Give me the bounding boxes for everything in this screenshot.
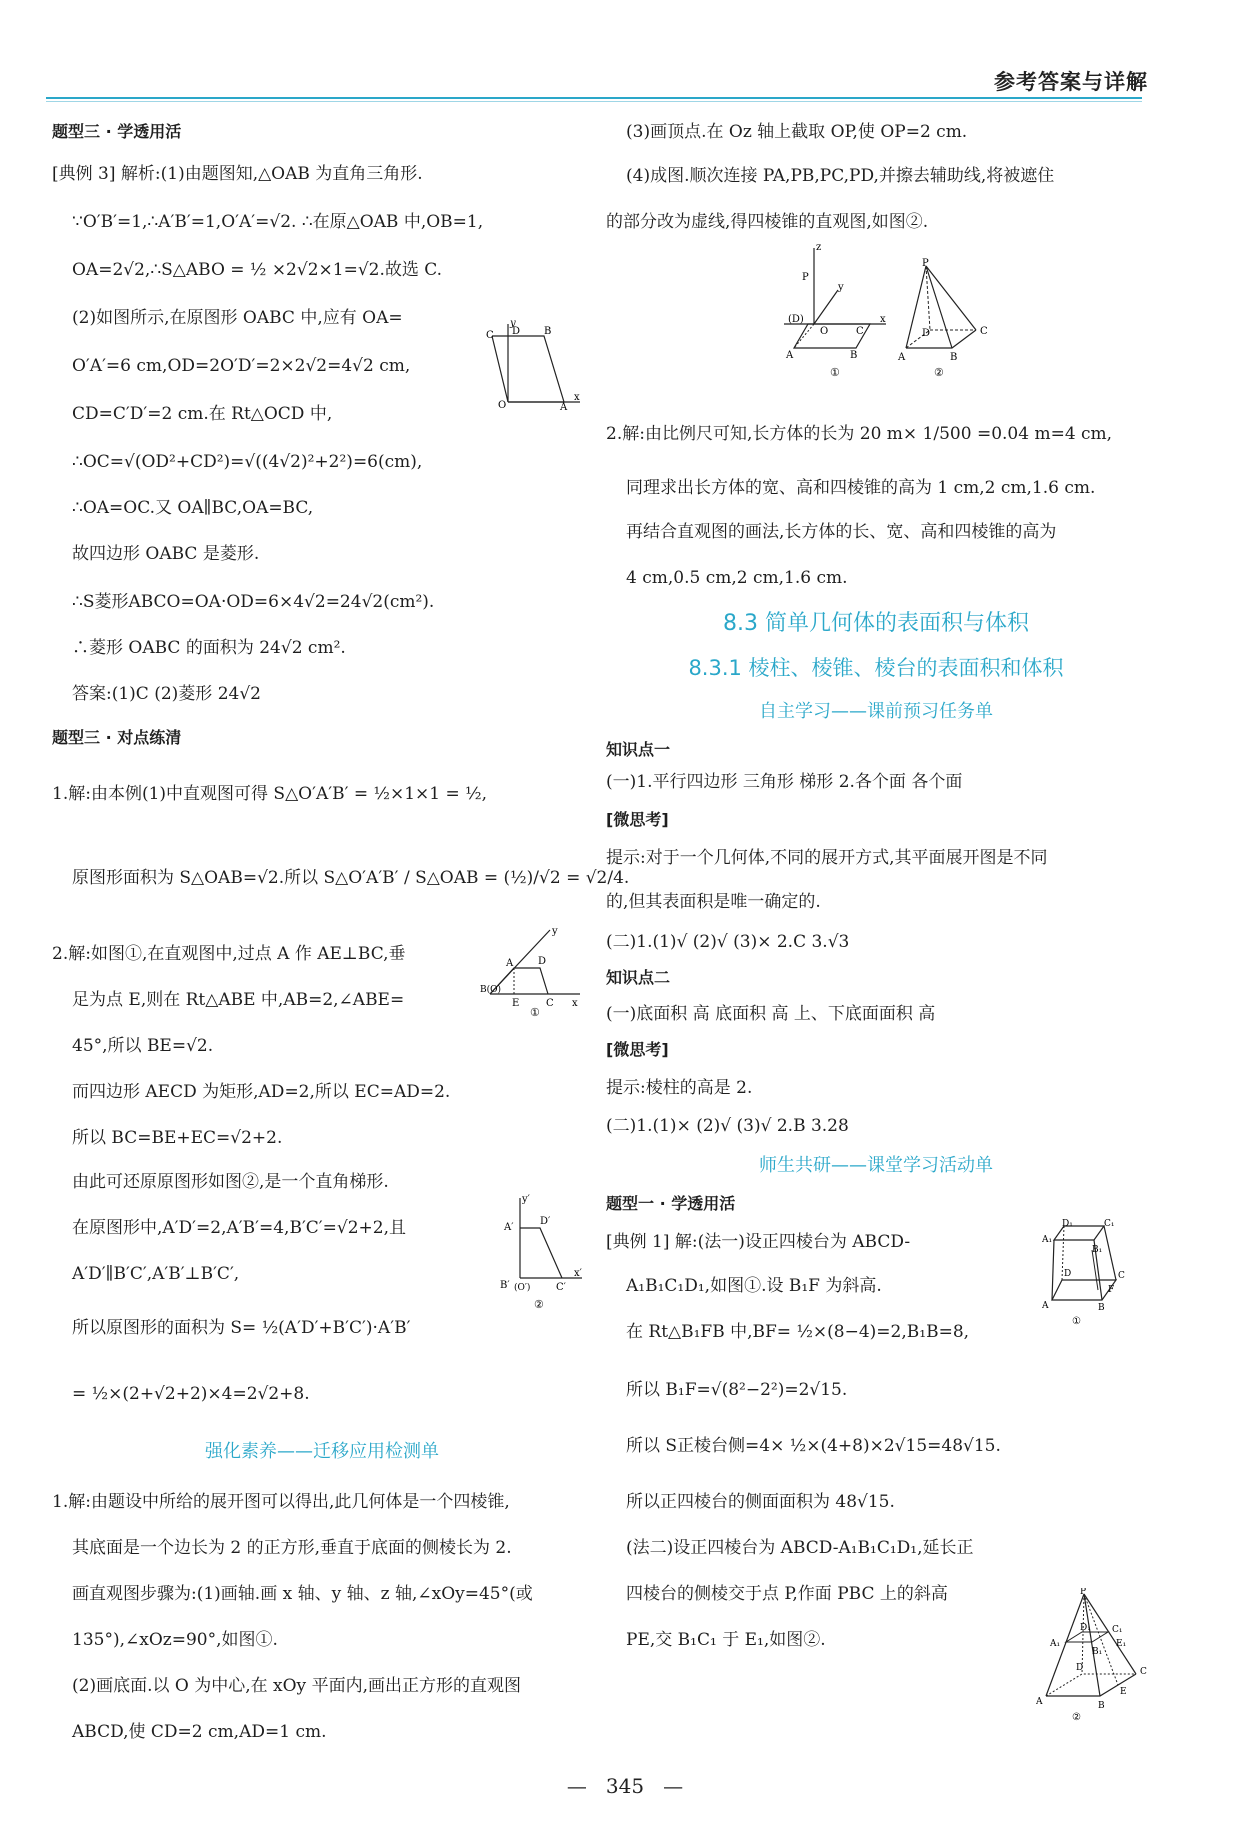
fig-label: A: [898, 352, 906, 363]
right-column-line: 提示:棱柱的高是 2.: [606, 1078, 753, 1098]
right-column-line: 知识点二: [606, 968, 671, 987]
left-column-line: 在原图形中,A′D′=2,A′B′=4,B′C′=√2+2,且: [72, 1218, 407, 1238]
right-column-line: 所以正四棱台的侧面面积为 48√15.: [626, 1492, 895, 1512]
fig-label: (D): [788, 314, 804, 325]
right-column-line: 4 cm,0.5 cm,2 cm,1.6 cm.: [626, 568, 848, 588]
fig-label: C₁: [1104, 1219, 1115, 1229]
left-column-line: ∴OC=√(OD²+CD²)=√((4√2)²+2²)=6(cm),: [72, 452, 423, 472]
right-column-line: 8.3 简单几何体的表面积与体积: [723, 611, 1029, 636]
right-column-line: [典例 1] 解:(法一)设正四棱台为 ABCD-: [606, 1232, 911, 1252]
trapezoid-figure-1: [480, 922, 584, 1018]
page-number-value: 345: [605, 1774, 645, 1798]
left-column-line: 1.解:由本例(1)中直观图可得 S△O′A′B′ = ½×1×1 = ½,: [52, 784, 488, 804]
fig-label: C: [486, 330, 494, 341]
fig-label: C: [856, 326, 864, 337]
fig-label: F: [1108, 1285, 1115, 1295]
left-column-line: ∴S菱形ABCO=OA·OD=6×4√2=24√2(cm²).: [72, 592, 435, 612]
header-rule: [46, 97, 1142, 99]
right-column-line: (4)成图.顺次连接 PA,PB,PC,PD,并擦去辅助线,将被遮住: [626, 166, 1055, 186]
fig-label: ①: [830, 366, 840, 379]
left-column-line: 其底面是一个边长为 2 的正方形,垂直于底面的侧棱长为 2.: [72, 1538, 512, 1558]
page-number: — 345 —: [566, 1774, 684, 1798]
fig-label: A₁: [1050, 1639, 1061, 1649]
fig-label: ②: [534, 1298, 544, 1311]
fig-label: E₁: [1116, 1639, 1127, 1649]
rhombus-figure: [484, 318, 584, 410]
fig-label: D₁: [1062, 1219, 1073, 1229]
right-column-line: 的部分改为虚线,得四棱锥的直观图,如图②.: [606, 212, 929, 232]
fig-label: B: [1098, 1701, 1105, 1711]
left-column-line: 题型三 · 对点练清: [52, 728, 182, 747]
fig-label: A′: [504, 1222, 514, 1233]
frustum-figure-1: [1042, 1218, 1150, 1328]
left-column-line: 故四边形 OABC 是菱形.: [72, 544, 260, 564]
fig-label: E: [1120, 1687, 1127, 1697]
left-column-line: 45°,所以 BE=√2.: [72, 1036, 214, 1056]
left-column-line: 题型三 · 学透用活: [52, 122, 182, 141]
right-column-line: 同理求出长方体的宽、高和四棱锥的高为 1 cm,2 cm,1.6 cm.: [626, 478, 1096, 498]
left-column-line: 原图形面积为 S△OAB=√2.所以 S△O′A′B′ / S△OAB = (½)/√2 = √2/4.: [72, 868, 630, 888]
left-column-line: ∴OA=OC.又 OA∥BC,OA=BC,: [72, 498, 314, 518]
fig-label: D: [512, 326, 521, 337]
left-column-line: 135°),∠xOz=90°,如图①.: [72, 1630, 278, 1650]
fig-label: D: [922, 328, 931, 339]
right-column-line: [微思考]: [606, 1040, 669, 1059]
left-column-line: (2)画底面.以 O 为中心,在 xOy 平面内,画出正方形的直观图: [72, 1676, 521, 1696]
left-column-line: 所以 BC=BE+EC=√2+2.: [72, 1128, 283, 1148]
left-column-line: 答案:(1)C (2)菱形 24√2: [72, 684, 261, 704]
right-column-line: 2.解:由比例尺可知,长方体的长为 20 m× 1/500 =0.04 m=4 cm,: [606, 424, 1113, 444]
fig-label: B: [544, 326, 552, 337]
fig-label: ①: [1072, 1316, 1081, 1327]
fig-label: P: [922, 258, 929, 269]
fig-label: P: [1080, 1588, 1087, 1597]
right-column-line: PE,交 B₁C₁ 于 E₁,如图②.: [626, 1630, 826, 1650]
right-column-line: (二)1.(1)√ (2)√ (3)× 2.C 3.√3: [606, 932, 850, 952]
right-column-line: (3)画顶点.在 Oz 轴上截取 OP,使 OP=2 cm.: [626, 122, 968, 142]
right-column-line: 四棱台的侧棱交于点 P,作面 PBC 上的斜高: [626, 1584, 948, 1604]
fig-label: D: [1076, 1663, 1084, 1673]
left-column-line: A′D′∥B′C′,A′B′⊥B′C′,: [72, 1264, 240, 1284]
fig-label: C: [546, 998, 554, 1009]
fig-label: A: [506, 958, 514, 969]
fig-label: D₁: [1080, 1623, 1091, 1633]
pyramid-figure: [896, 256, 996, 380]
left-column-line: ∵O′B′=1,∴A′B′=1,O′A′=√2. ∴在原△OAB 中,OB=1,: [72, 212, 484, 232]
left-column-line: 所以原图形的面积为 S= ½(A′D′+B′C′)·A′B′: [72, 1318, 411, 1338]
right-column-line: 的,但其表面积是唯一确定的.: [606, 892, 821, 912]
fig-label: A: [560, 402, 568, 410]
fig-label: D: [538, 956, 547, 967]
left-column-line: = ½×(2+√2+2)×4=2√2+8.: [72, 1384, 310, 1404]
fig-label: z: [816, 242, 822, 253]
right-column-line: (一)底面积 高 底面积 高 上、下底面面积 高: [606, 1004, 936, 1024]
trapezoid-figure-2: [496, 1192, 586, 1312]
right-column-line: [微思考]: [606, 810, 669, 829]
page-header-title: 参考答案与详解: [994, 70, 1148, 94]
right-column-line: (二)1.(1)× (2)√ (3)√ 2.B 3.28: [606, 1116, 849, 1136]
left-column-line: ∴菱形 OABC 的面积为 24√2 cm².: [72, 638, 346, 658]
fig-label: C: [1140, 1667, 1147, 1677]
right-column-line: (法二)设正四棱台为 ABCD-A₁B₁C₁D₁,延长正: [626, 1538, 974, 1558]
fig-label: B(O): [480, 985, 502, 995]
fig-label: y: [510, 318, 516, 329]
right-column-line: 提示:对于一个几何体,不同的展开方式,其平面展开图是不同: [606, 848, 1048, 868]
fig-label: ②: [1072, 1712, 1081, 1723]
fig-label: C₁: [1112, 1625, 1123, 1635]
left-column-line: 而四边形 AECD 为矩形,AD=2,所以 EC=AD=2.: [72, 1082, 451, 1102]
fig-label: O: [820, 326, 829, 337]
left-column-line: 由此可还原原图形如图②,是一个直角梯形.: [72, 1172, 389, 1192]
left-column-line: CD=C′D′=2 cm.在 Rt△OCD 中,: [72, 404, 333, 424]
right-column-line: 再结合直观图的画法,长方体的长、宽、高和四棱锥的高为: [626, 522, 1057, 542]
left-column-line: (2)如图所示,在原图形 OABC 中,应有 OA=: [72, 308, 403, 328]
fig-label: ①: [530, 1006, 540, 1018]
fig-label: A: [1042, 1301, 1049, 1311]
fig-label: D: [1064, 1269, 1072, 1279]
left-column-line: 2.解:如图①,在直观图中,过点 A 作 AE⊥BC,垂: [52, 944, 406, 964]
fig-label: y: [838, 282, 844, 293]
fig-label: x: [572, 998, 578, 1009]
frustum-figure-2: [1036, 1588, 1152, 1724]
left-column-line: O′A′=6 cm,OD=2O′D′=2×2√2=4√2 cm,: [72, 356, 411, 376]
fig-label: A: [786, 350, 794, 361]
fig-label: D′: [540, 1216, 551, 1227]
right-column-line: 自主学习——课前预习任务单: [759, 701, 993, 722]
header-rule-thin: [46, 101, 1142, 102]
fig-label: B₁: [1092, 1245, 1103, 1255]
fig-label: O: [498, 400, 507, 410]
fig-label: B₁: [1092, 1647, 1103, 1657]
right-column-line: 8.3.1 棱柱、棱锥、棱台的表面积和体积: [688, 656, 1064, 680]
right-column-line: 所以 B₁F=√(8²−2²)=2√15.: [626, 1380, 848, 1400]
fig-label: B′: [500, 1280, 510, 1291]
fig-label: C: [1118, 1271, 1125, 1281]
right-column-line: 所以 S正棱台侧=4× ½×(4+8)×2√15=48√15.: [626, 1436, 1001, 1456]
fig-label: C: [980, 326, 988, 337]
fig-label: P: [802, 272, 809, 283]
fig-label: (O′): [514, 1283, 531, 1293]
fig-label: A₁: [1042, 1235, 1053, 1245]
left-column-line: 1.解:由题设中所给的展开图可以得出,此几何体是一个四棱锥,: [52, 1492, 510, 1512]
fig-label: C′: [556, 1282, 566, 1293]
fig-label: B: [1098, 1303, 1105, 1313]
fig-label: y′: [522, 1194, 530, 1205]
fig-label: ②: [934, 366, 944, 379]
right-column-line: 在 Rt△B₁FB 中,BF= ½×(8−4)=2,B₁B=8,: [626, 1322, 970, 1342]
fig-label: A: [1036, 1697, 1043, 1707]
fig-label: x: [880, 314, 886, 325]
left-column-line: ABCD,使 CD=2 cm,AD=1 cm.: [72, 1722, 327, 1742]
left-column-line: 画直观图步骤为:(1)画轴.画 x 轴、y 轴、z 轴,∠xOy=45°(或: [72, 1584, 533, 1604]
right-column-line: 师生共研——课堂学习活动单: [759, 1155, 993, 1176]
fig-label: x: [574, 392, 580, 403]
right-column-line: 知识点一: [606, 740, 671, 759]
left-column-line: 强化素养——迁移应用检测单: [205, 1441, 439, 1462]
right-column-line: (一)1.平行四边形 三角形 梯形 2.各个面 各个面: [606, 772, 963, 792]
fig-label: y: [552, 926, 558, 937]
left-column-line: [典例 3] 解析:(1)由题图知,△OAB 为直角三角形.: [52, 164, 423, 184]
left-column-line: OA=2√2,∴S△ABO = ½ ×2√2×1=√2.故选 C.: [72, 260, 443, 280]
fig-label: B: [850, 350, 858, 361]
right-column-line: 题型一 · 学透用活: [606, 1194, 736, 1213]
right-column-line: A₁B₁C₁D₁,如图①.设 B₁F 为斜高.: [626, 1276, 882, 1296]
fig-label: E: [512, 998, 520, 1009]
left-column-line: 足为点 E,则在 Rt△ABE 中,AB=2,∠ABE=: [72, 990, 405, 1010]
fig-label: B: [950, 352, 958, 363]
fig-label: x′: [574, 1268, 582, 1279]
axes-3d-figure: [774, 240, 894, 380]
